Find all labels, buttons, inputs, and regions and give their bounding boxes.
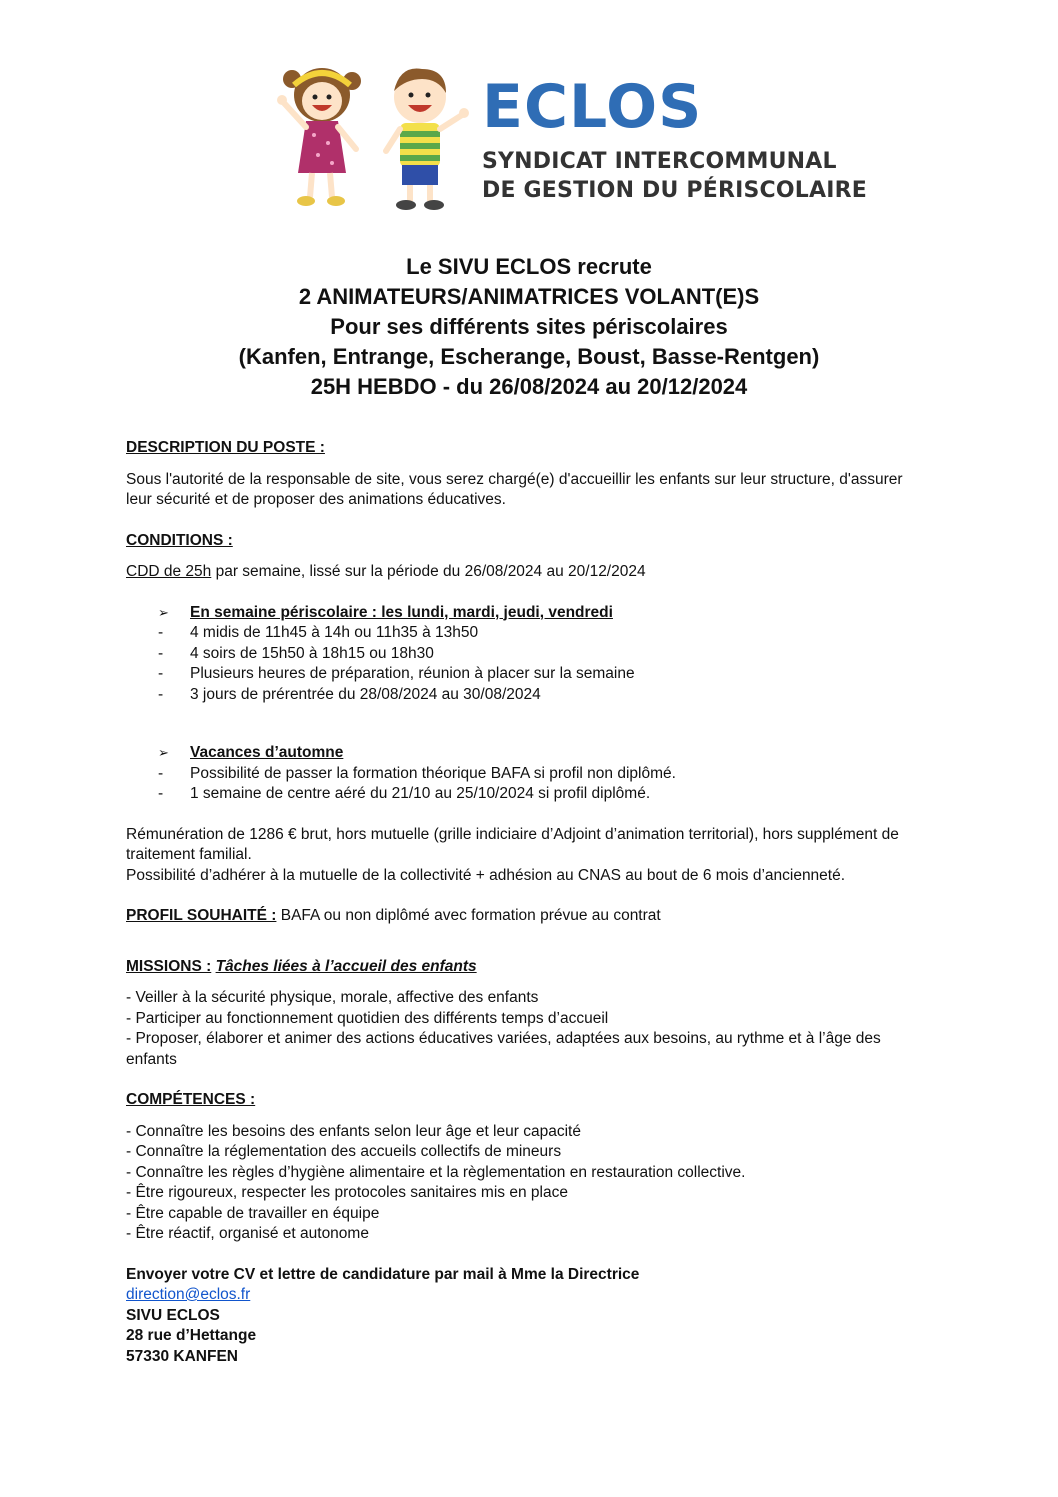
profile-text: BAFA ou non diplômé avec formation prévue au contrat (276, 907, 661, 924)
autumn-holidays (126, 743, 926, 805)
skill-item: - Connaître les besoins des enfants selon leur âge et leur capacité (126, 1122, 581, 1140)
list-item: - Possibilité de passer la formation théorique BAFA si profil non diplômé. (158, 764, 676, 782)
boy-figure (386, 68, 469, 210)
missions-line (126, 957, 926, 978)
description-text: Sous l'autorité de la responsable de site, vous serez chargé(e) d'accueillir les enfants sur leur structure, d'assurer leur sécurité et de proposer des animations éducatives. (126, 470, 903, 508)
cdd-detail: par semaine, lissé sur la période du 26/08/2024 au 20/12/2024 (211, 563, 646, 580)
profile-heading: PROFIL SOUHAITÉ : (126, 907, 277, 924)
list-item: - 3 jours de prérentrée du 28/08/2024 au 30/08/2024 (158, 685, 541, 703)
weekday-title: En semaine périscolaire : les lundi, mardi, jeudi, vendredi (190, 603, 613, 621)
missions-subheading: Tâches liées à l’accueil des enfants (215, 957, 477, 975)
logo-name: ECLOS (482, 72, 703, 142)
logo-text-block (482, 72, 868, 205)
email-link[interactable]: direction@eclos.fr (126, 1286, 251, 1303)
skills-heading: COMPÉTENCES : (126, 1091, 256, 1108)
missions-heading: MISSIONS : (126, 957, 212, 975)
skill-item: - Connaître la réglementation des accueils collectifs de mineurs (126, 1143, 562, 1160)
contact-street: 28 rue d’Hettange (126, 1327, 257, 1344)
contact-city: 57330 KANFEN (126, 1347, 238, 1365)
offer-title-block (0, 252, 1058, 402)
skill-item: - Être réactif, organisé et autonome (126, 1225, 369, 1242)
title-line-5: 25H HEBDO - du 26/08/2024 au 20/12/2024 (310, 374, 748, 399)
remuneration-text: Rémunération de 1286 € brut, hors mutuelle (grille indiciaire d’Adjoint d’animation territorial), hors supplément de traitement familial. (126, 825, 899, 863)
list-item: - 1 semaine de centre aéré du 21/10 au 25/10/2024 si profil diplômé. (158, 785, 651, 802)
arrow-bullet-icon: ➢ (158, 745, 169, 760)
eclos-logo (270, 55, 868, 215)
title-line-1: Le SIVU ECLOS recrute (406, 254, 652, 279)
autumn-title: Vacances d’automne (190, 744, 344, 761)
mission-item: - Participer au fonctionnement quotidien des différents temps d’accueil (126, 1009, 609, 1027)
skill-item: - Être rigoureux, respecter les protocoles sanitaires mis en place (126, 1184, 568, 1201)
contract-line (126, 562, 926, 583)
list-item: - 4 midis de 11h45 à 14h ou 11h35 à 13h50 (158, 624, 479, 641)
application-instruction: Envoyer votre CV et lettre de candidature par mail à Mme la Directrice (126, 1265, 640, 1283)
title-line-2: 2 ANIMATEURS/ANIMATRICES VOLANT(E)S (298, 284, 760, 309)
list-item: - Plusieurs heures de préparation, réunion à placer sur la semaine (158, 665, 635, 682)
logo-subtitle-line-1: SYNDICAT INTERCOMMUNAL (482, 149, 837, 174)
girl-figure (277, 68, 361, 206)
mission-item: - Veiller à la sécurité physique, morale, affective des enfants (126, 989, 539, 1006)
logo-subtitle-line-2: DE GESTION DU PÉRISCOLAIRE (482, 178, 868, 203)
mission-item: - Proposer, élaborer et animer des actions éducatives variées, adaptées aux besoins, au rythme et à l’âge des enfants (126, 1030, 881, 1068)
profile-line (126, 906, 926, 927)
offer-body (126, 438, 926, 1367)
title-line-4: (Kanfen, Entrange, Escherange, Boust, Basse-Rentgen) (238, 344, 820, 369)
description-heading: DESCRIPTION DU POSTE : (126, 439, 325, 456)
skill-item: - Être capable de travailler en équipe (126, 1204, 380, 1222)
weekday-schedule (126, 603, 926, 706)
children-illustration (270, 55, 475, 215)
contact-org: SIVU ECLOS (126, 1306, 220, 1324)
list-item: - 4 soirs de 15h50 à 18h15 ou 18h30 (158, 644, 434, 662)
title-line-3: Pour ses différents sites périscolaires (330, 314, 728, 339)
skill-item: - Connaître les règles d’hygiène alimentaire et la règlementation en restauration collective. (126, 1163, 746, 1181)
cdd-label: CDD de 25h (126, 563, 212, 580)
arrow-bullet-icon: ➢ (158, 604, 169, 620)
mutuelle-text: Possibilité d’adhérer à la mutuelle de la collectivité + adhésion au CNAS au bout de 6 mois d’ancienneté. (126, 866, 846, 884)
conditions-heading: CONDITIONS : (126, 531, 233, 549)
